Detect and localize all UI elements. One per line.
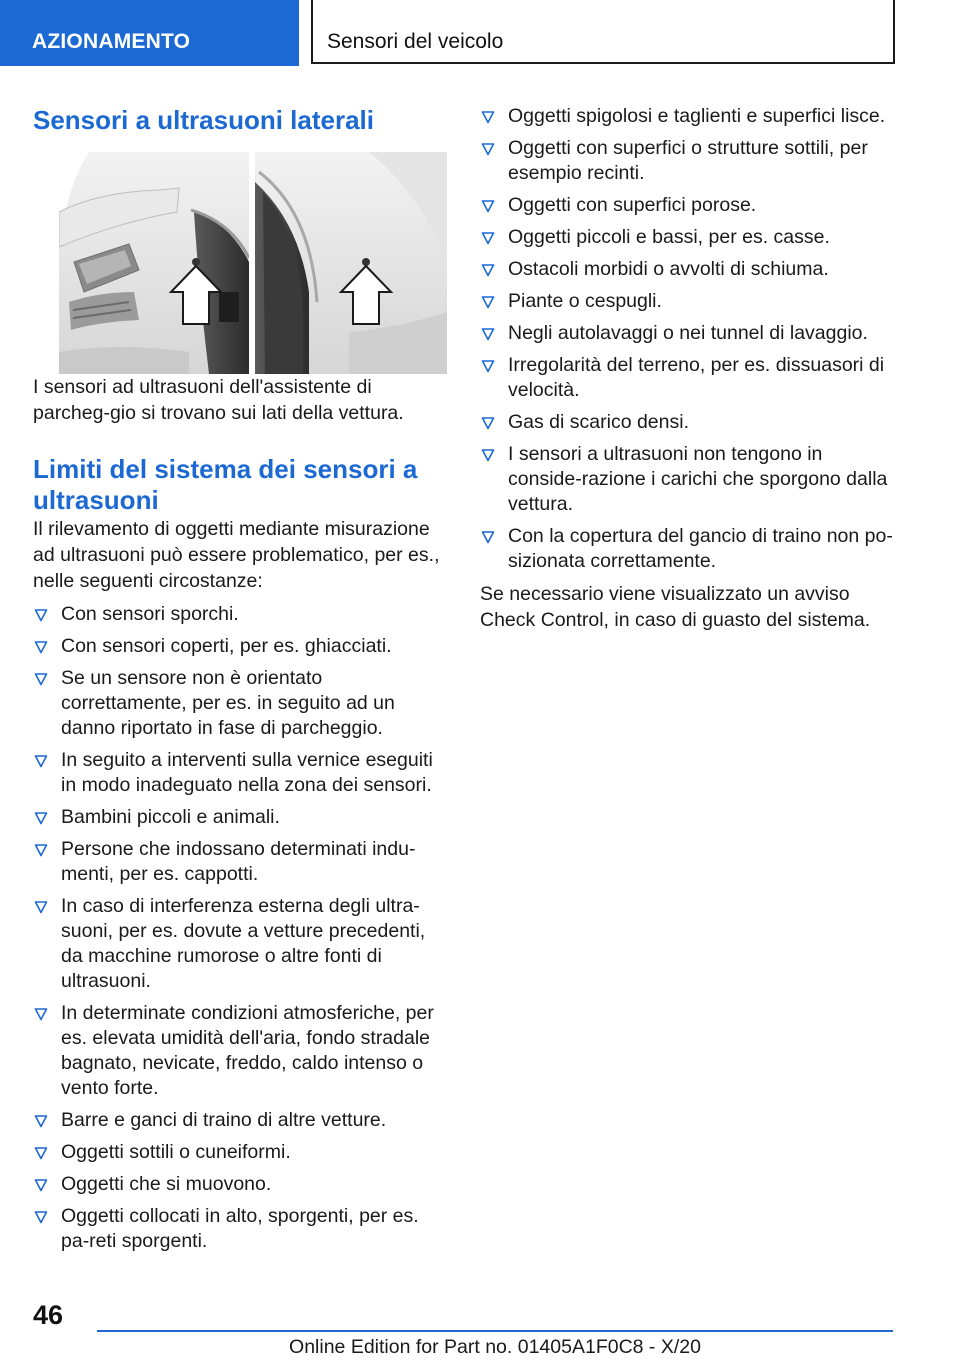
list-item-text: Piante o cespugli.: [508, 290, 662, 312]
list-item-text: Irregolarità del terreno, per es. dissuasori di velocità.: [508, 354, 885, 401]
list-item-text: In caso di interferenza esterna degli ultra-suoni, per es. dovute a vetture precedenti, da macchine rumorose o altre fonti di ultrasuoni.: [61, 895, 426, 992]
triangle-bullet-icon: [34, 1210, 48, 1224]
triangle-bullet-icon: [481, 448, 495, 462]
left-column: [33, 98, 451, 1261]
list-item: [33, 805, 451, 830]
triangle-bullet-icon: [34, 608, 48, 622]
triangle-bullet-icon: [34, 811, 48, 825]
list-item-text: Ostacoli morbidi o avvolti di schiuma.: [508, 258, 829, 280]
chapter-title: Sensori del veicolo: [311, 0, 895, 64]
list-item-text: Con la copertura del gancio di traino non po-sizionata correttamente.: [508, 525, 893, 572]
triangle-bullet-icon: [481, 199, 495, 213]
list-item-text: Con sensori sporchi.: [61, 603, 239, 625]
triangle-bullet-icon: [34, 672, 48, 686]
section-heading: Sensori a ultrasuoni laterali: [33, 105, 374, 135]
limits-intro-paragraph: Il rilevamento di oggetti mediante misurazione ad ultrasuoni può essere problematico, per es., nelle seguenti circostanze:: [33, 518, 440, 592]
list-item-text: Oggetti sottili o cuneiformi.: [61, 1141, 291, 1163]
intro-paragraph: I sensori ad ultrasuoni dell'assistente di parcheg-gio si trovano sui lati della vettura.: [33, 376, 404, 424]
triangle-bullet-icon: [34, 754, 48, 768]
triangle-bullet-icon: [34, 1146, 48, 1160]
triangle-bullet-icon: [481, 416, 495, 430]
list-item: [33, 748, 451, 798]
list-item: [33, 666, 451, 741]
list-item-text: Se un sensore non è orientato correttamente, per es. in seguito ad un danno riportato in fase di parcheggio.: [61, 667, 395, 739]
list-item-text: I sensori a ultrasuoni non tengono in conside-razione i carichi che sporgono dalla vettura.: [508, 443, 888, 515]
list-item: [480, 104, 898, 129]
footer-rule: [97, 1330, 893, 1332]
list-item: [33, 1172, 451, 1197]
triangle-bullet-icon: [34, 1114, 48, 1128]
list-item-text: Oggetti con superfici porose.: [508, 194, 757, 216]
triangle-bullet-icon: [481, 327, 495, 341]
list-item: [480, 353, 898, 403]
section-heading-limits: Limiti del sistema dei sensori a ultrasuoni: [33, 454, 418, 515]
list-item-text: Bambini piccoli e animali.: [61, 806, 280, 828]
triangle-bullet-icon: [481, 142, 495, 156]
triangle-bullet-icon: [34, 843, 48, 857]
list-item: [480, 524, 898, 574]
list-item-text: Gas di scarico densi.: [508, 411, 689, 433]
list-item-text: In determinate condizioni atmosferiche, per es. elevata umidità dell'aria, fondo stradale bagnato, nevicate, freddo, caldo intenso o vento forte.: [61, 1002, 434, 1099]
list-item: [480, 442, 898, 517]
right-column: [480, 98, 898, 633]
list-item-text: Oggetti con superfici o strutture sottili, per esempio recinti.: [508, 137, 868, 184]
triangle-bullet-icon: [34, 900, 48, 914]
list-item: [33, 1001, 451, 1101]
list-item-text: Con sensori coperti, per es. ghiacciati.: [61, 635, 392, 657]
list-item: [480, 136, 898, 186]
triangle-bullet-icon: [481, 263, 495, 277]
list-item: [33, 1140, 451, 1165]
car-sensors-illustration: [59, 152, 447, 374]
page-number: 46: [33, 1300, 64, 1330]
list-item-text: Oggetti che si muovono.: [61, 1173, 272, 1195]
edition-footer: Online Edition for Part no. 01405A1F0C8 - X/20: [289, 1336, 701, 1358]
triangle-bullet-icon: [481, 359, 495, 373]
triangle-bullet-icon: [34, 640, 48, 654]
triangle-bullet-icon: [34, 1007, 48, 1021]
list-item: [33, 602, 451, 627]
limits-list-right: [480, 104, 898, 574]
sensor-location-illustration: [59, 152, 447, 374]
list-item: [33, 634, 451, 659]
list-item: [33, 894, 451, 994]
limits-list-left: [33, 602, 451, 1254]
triangle-bullet-icon: [481, 530, 495, 544]
triangle-bullet-icon: [481, 110, 495, 124]
list-item: [480, 225, 898, 250]
list-item-text: Oggetti collocati in alto, sporgenti, per es. pa-reti sporgenti.: [61, 1205, 419, 1252]
list-item-text: Persone che indossano determinati indu-menti, per es. cappotti.: [61, 838, 416, 885]
list-item: [480, 257, 898, 282]
check-control-paragraph: Se necessario viene visualizzato un avviso Check Control, in caso di guasto del sistema.: [480, 583, 871, 631]
list-item-text: In seguito a interventi sulla vernice eseguiti in modo inadeguato nella zona dei sensori.: [61, 749, 433, 796]
list-item-text: Oggetti spigolosi e taglienti e superfici lisce.: [508, 105, 886, 127]
page-header: [0, 0, 960, 66]
triangle-bullet-icon: [481, 295, 495, 309]
list-item-text: Negli autolavaggi o nei tunnel di lavaggio.: [508, 322, 868, 344]
list-item: [480, 193, 898, 218]
list-item: [480, 321, 898, 346]
list-item: [33, 1204, 451, 1254]
list-item-text: Oggetti piccoli e bassi, per es. casse.: [508, 226, 830, 248]
triangle-bullet-icon: [34, 1178, 48, 1192]
list-item: [33, 1108, 451, 1133]
list-item: [480, 410, 898, 435]
list-item-text: Barre e ganci di traino di altre vetture.: [61, 1109, 387, 1131]
triangle-bullet-icon: [481, 231, 495, 245]
list-item: [480, 289, 898, 314]
list-item: [33, 837, 451, 887]
section-tab: AZIONAMENTO: [0, 0, 299, 66]
